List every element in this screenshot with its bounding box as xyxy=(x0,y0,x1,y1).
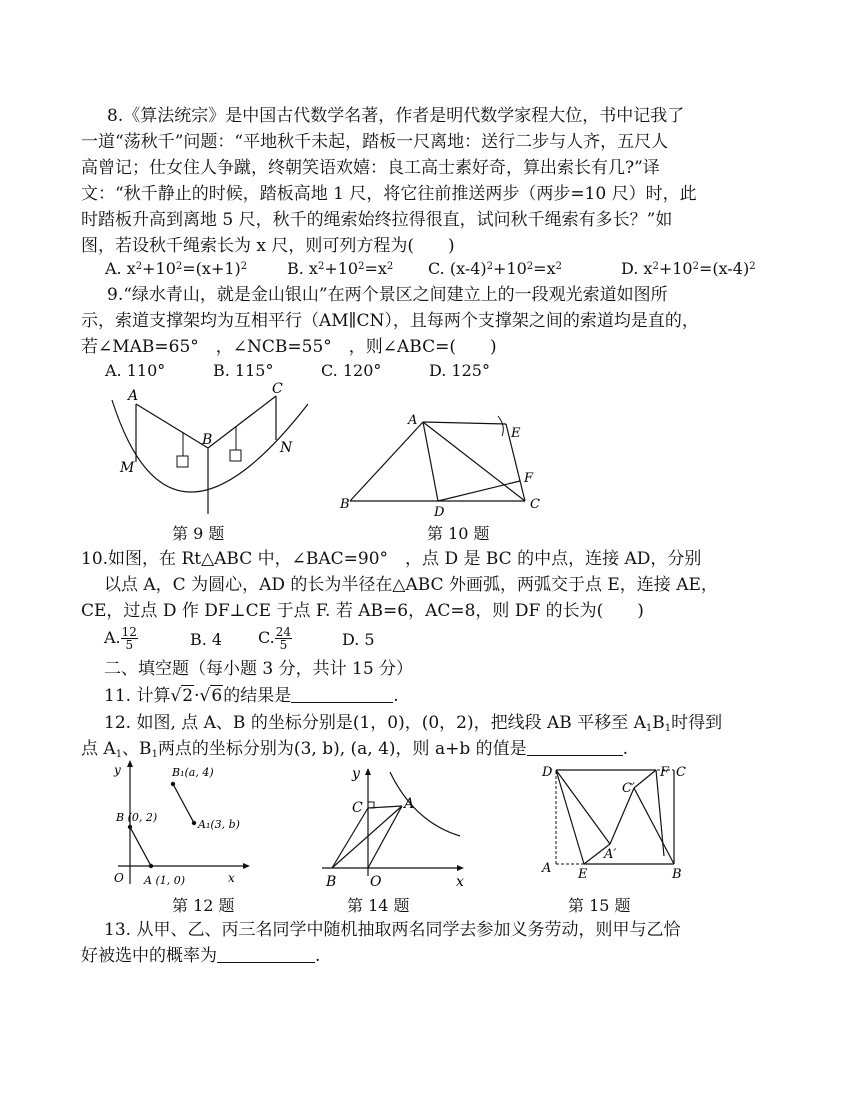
label-a: A xyxy=(404,796,415,812)
q9-option-d: D. 125° xyxy=(429,361,490,380)
label-b: B xyxy=(340,497,350,512)
label-f: F xyxy=(660,765,670,780)
segment-c1f xyxy=(634,770,656,788)
point-b1 xyxy=(171,782,175,786)
segment-da1 xyxy=(556,770,610,844)
figure-12-caption: 第 12 题 xyxy=(172,896,235,915)
segment-ae xyxy=(423,422,506,424)
label-c: C xyxy=(352,800,363,816)
q8-option-c: C. $(x-4)^2+10^2=x^2$ xyxy=(428,259,562,278)
figure-15-fold xyxy=(538,760,688,880)
q10-option-d: D. 5 xyxy=(342,630,375,649)
q8-option-d: D. $x^2+10^2=(x-4)^2$ xyxy=(621,259,756,278)
figure-12-coordinates xyxy=(108,760,258,892)
label-b: B xyxy=(672,867,682,880)
q8-line-4: 文：“秋千静止的时候，踏板高地 1 尺，将它往前推送两步（两步=10 尺）时，此 xyxy=(81,184,697,204)
segment-a1c1 xyxy=(610,788,634,844)
segment-bc xyxy=(332,808,368,868)
segment-a1b1 xyxy=(173,784,194,823)
q12-line-2: 点 $A_1$、$B_1$两点的坐标分别为(3, b), (a, 4)，则 a+b 的值是 . xyxy=(81,739,629,760)
label-a: A xyxy=(128,388,139,404)
q13-line-1: 13. 从甲、乙、丙三名同学中随机抽取两名同学去参加义务劳动，则甲与乙恰 xyxy=(104,920,681,940)
q9-option-a: A. 110° xyxy=(105,361,166,380)
point-a1 xyxy=(192,821,196,825)
q8-option-a: A. $x^2+10^2=(x+1)^2$ xyxy=(105,259,248,278)
segment-ba xyxy=(332,806,402,868)
figure-9-cableway xyxy=(108,382,308,522)
label-x: x xyxy=(228,871,235,885)
label-a1: A₁(3, b) xyxy=(198,818,240,831)
q8-option-b: B. $x^2+10^2=x^2$ xyxy=(287,259,394,278)
label-a: A xyxy=(542,861,552,876)
label-y: y xyxy=(114,763,121,777)
hyperbola-curve xyxy=(390,772,460,836)
cable-ab xyxy=(136,404,208,448)
q10-option-b: B. 4 xyxy=(190,630,223,649)
q11-line: 11. 计算√2·√6的结果是 . xyxy=(104,686,399,706)
q10-line-1: 10.如图，在 Rt△ABC 中，∠BAC=90° ，点 D 是 BC 的中点，连接 AD，分别 xyxy=(81,549,702,569)
figure-15-caption: 第 15 题 xyxy=(568,896,631,915)
section-2-heading: 二、填空题（每小题 3 分，共计 15 分） xyxy=(104,659,414,679)
q13-answer-blank[interactable] xyxy=(217,944,315,963)
label-o: O xyxy=(114,871,124,885)
label-b: B xyxy=(202,432,213,448)
q9-line-1: 9.“绿水青山，就是金山银山”在两个景区之间建立上的一段观光索道如图所 xyxy=(107,285,668,305)
q10-line-2: 以点 A，C 为圆心，AD 的长为半径在△ABC 外画弧，两弧交于点 E，连接 AE， xyxy=(104,575,718,595)
q10-option-a: A. $\frac{12}{5}$ xyxy=(104,625,137,652)
x-arrow xyxy=(243,863,250,869)
cabin-2 xyxy=(230,450,241,461)
label-b: B xyxy=(326,874,337,890)
label-b1: B₁(a, 4) xyxy=(172,766,214,779)
segment-c1b xyxy=(634,788,674,864)
y-arrow xyxy=(127,760,133,767)
segment-df xyxy=(438,481,520,501)
segment-ab xyxy=(130,827,151,866)
q8-line-3: 高曾记；仕女住人争蹴，终朝笑语欢嬉：良工高士素好奇，算出索长有几?”译 xyxy=(81,158,660,178)
q10-line-3: CE，过点 D 作 DF⊥CE 于点 F. 若 AB=6，AC=8，则 DF 的长为( ) xyxy=(81,601,644,621)
point-b xyxy=(128,825,132,829)
y-arrow xyxy=(365,768,371,775)
label-o: O xyxy=(370,874,382,890)
q9-line-2: 示，索道支撑架均为互相平行（AM∥CN），且每两个支撑架之间的索道均是直的， xyxy=(81,311,699,331)
q9-line-3: 若∠MAB=65° ，∠NCB=55° ，则∠ABC=( ) xyxy=(81,337,497,357)
label-a-prime: A′ xyxy=(604,847,617,862)
q12-answer-blank[interactable] xyxy=(527,737,623,756)
label-c: C xyxy=(676,765,686,780)
arc-mark xyxy=(498,416,503,436)
q8-line-5: 时踏板升高到离地 5 尺，秋千的绳索始终拉得很直，试问秋千绳索有多长？”如 xyxy=(81,210,673,230)
label-e: E xyxy=(578,867,588,880)
cable-bc xyxy=(208,396,276,448)
label-e: E xyxy=(511,426,521,441)
label-b: B (0, 2) xyxy=(116,811,158,824)
figure-10-triangle xyxy=(338,410,553,520)
q9-option-c: C. 120° xyxy=(321,361,382,380)
q13-line-2: 好被选中的概率为 . xyxy=(81,946,321,966)
q9-option-b: B. 115° xyxy=(213,361,274,380)
segment-ab xyxy=(350,422,423,501)
label-c: C xyxy=(272,382,283,397)
cabin-1 xyxy=(177,456,188,467)
label-n: N xyxy=(280,440,293,456)
point-a xyxy=(149,864,153,868)
q10-option-c: C. $\frac{24}{5}$ xyxy=(258,625,292,652)
label-y: y xyxy=(352,766,360,782)
label-x: x xyxy=(456,874,464,890)
figure-9-caption: 第 9 题 xyxy=(172,524,225,543)
q11-answer-blank[interactable] xyxy=(291,684,393,703)
q8-line-1: 8.《算法统宗》是中国古代数学名著，作者是明代数学家程大位，书中记我了 xyxy=(107,106,685,126)
figure-14-hyperbola xyxy=(318,764,473,890)
segment-ao xyxy=(368,806,402,868)
q12-line-1: 12. 如图, 点 A、B 的坐标分别是(1，0)，(0，2)，把线段 AB 平移至 $A_1B_1$时得到 xyxy=(104,713,723,734)
label-m: M xyxy=(120,460,135,476)
segment-ad xyxy=(423,422,438,501)
segment-ac xyxy=(423,422,525,501)
q8-line-6: 图，若设秋千绳索长为 x 尺，则可列方程为( ) xyxy=(81,236,455,256)
label-d: D xyxy=(542,765,553,780)
figure-10-caption: 第 10 题 xyxy=(427,524,490,543)
x-arrow xyxy=(457,865,464,871)
q8-line-2: 一道“荡秋千”问题：“平地秋千未起，踏板一尺离地：送行二步与人齐，五尺人 xyxy=(81,132,669,152)
label-a: A (1, 0) xyxy=(144,874,186,887)
label-f: F xyxy=(524,471,534,486)
segment-fb xyxy=(656,770,664,856)
label-c-prime: C′ xyxy=(622,781,635,796)
label-a: A xyxy=(408,413,418,428)
label-d: D xyxy=(434,505,445,520)
segment-de xyxy=(556,770,584,864)
figure-14-caption: 第 14 题 xyxy=(347,896,410,915)
label-c: C xyxy=(530,497,540,512)
